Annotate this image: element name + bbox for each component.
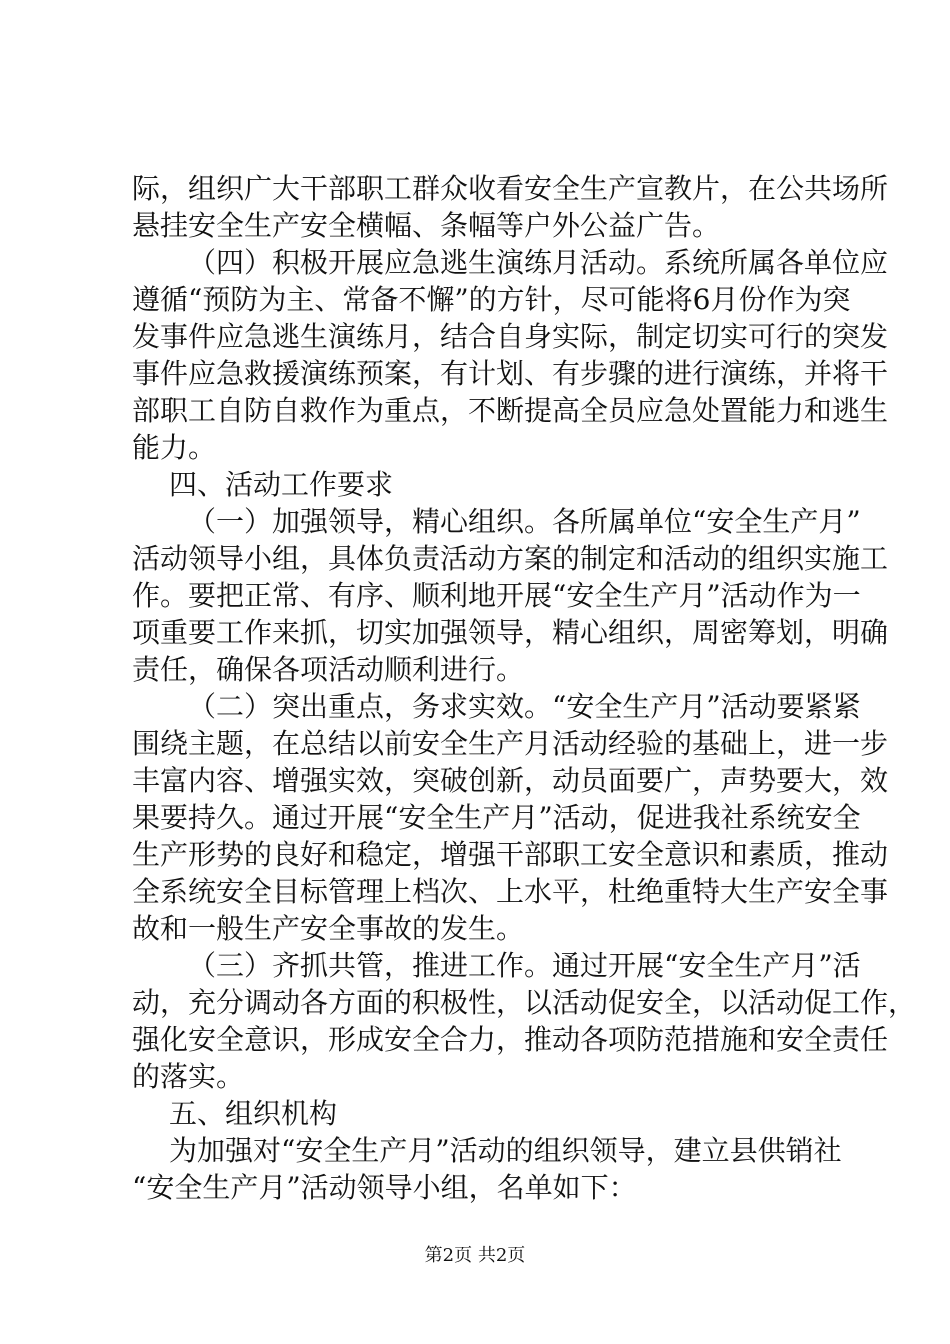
text-line: 责任，确保各项活动顺利进行。 (132, 653, 525, 686)
section-heading: 四、活动工作要求 (169, 468, 394, 501)
text-line: 全系统安全目标管理上档次、上水平，杜绝重特大生产安全事 (132, 875, 889, 908)
text-line: 能力。 (132, 431, 217, 464)
text-line: （二）突出重点，务求实效。“安全生产月”活动要紧紧 (188, 690, 861, 723)
page-footer: 第2页 共2页 (424, 1245, 526, 1266)
text-line: 丰富内容、增强实效，突破创新，动员面要广，声势要大，效 (132, 764, 889, 797)
text-line: 项重要工作来抓，切实加强领导，精心组织，周密筹划，明确 (132, 616, 889, 649)
text-line: 动，充分调动各方面的积极性，以活动促安全，以活动促工作， (132, 986, 917, 1019)
text-line: 遵循“预防为主、常备不懈”的方针，尽可能将6月份作为突 (132, 283, 851, 316)
text-line: （一）加强领导，精心组织。各所属单位“安全生产月” (188, 505, 861, 538)
text-line: （三）齐抓共管，推进工作。通过开展“安全生产月”活 (188, 949, 861, 982)
text-line: 事件应急救援演练预案，有计划、有步骤的进行演练，并将干 (132, 357, 889, 390)
text-line: 发事件应急逃生演练月，结合自身实际，制定切实可行的突发 (132, 320, 889, 353)
text-line: “安全生产月”活动领导小组，名单如下： (132, 1171, 637, 1204)
text-line: 果要持久。通过开展“安全生产月”活动，促进我社系统安全 (132, 801, 861, 834)
document-body (132, 170, 917, 1206)
text-line: 悬挂安全生产安全横幅、条幅等户外公益广告。 (132, 209, 721, 242)
text-line: 际，组织广大干部职工群众收看安全生产宣教片，在公共场所 (132, 172, 889, 205)
text-line: 强化安全意识，形成安全合力，推动各项防范措施和安全责任 (132, 1023, 889, 1056)
text-line: 为加强对“安全生产月”活动的组织领导，建立县供销社 (169, 1134, 842, 1167)
text-line: （四）积极开展应急逃生演练月活动。系统所属各单位应 (188, 246, 889, 279)
section-heading: 五、组织机构 (169, 1097, 338, 1130)
text-line: 作。要把正常、有序、顺利地开展“安全生产月”活动作为一 (132, 579, 861, 612)
text-line: 部职工自防自救作为重点，不断提高全员应急处置能力和逃生 (132, 394, 889, 427)
text-line: 故和一般生产安全事故的发生。 (132, 912, 525, 945)
text-line: 的落实。 (132, 1060, 245, 1093)
text-line: 活动领导小组，具体负责活动方案的制定和活动的组织实施工 (132, 542, 889, 575)
text-line: 生产形势的良好和稳定，增强干部职工安全意识和素质，推动 (132, 838, 889, 871)
text-line: 围绕主题，在总结以前安全生产月活动经验的基础上，进一步 (132, 727, 889, 760)
